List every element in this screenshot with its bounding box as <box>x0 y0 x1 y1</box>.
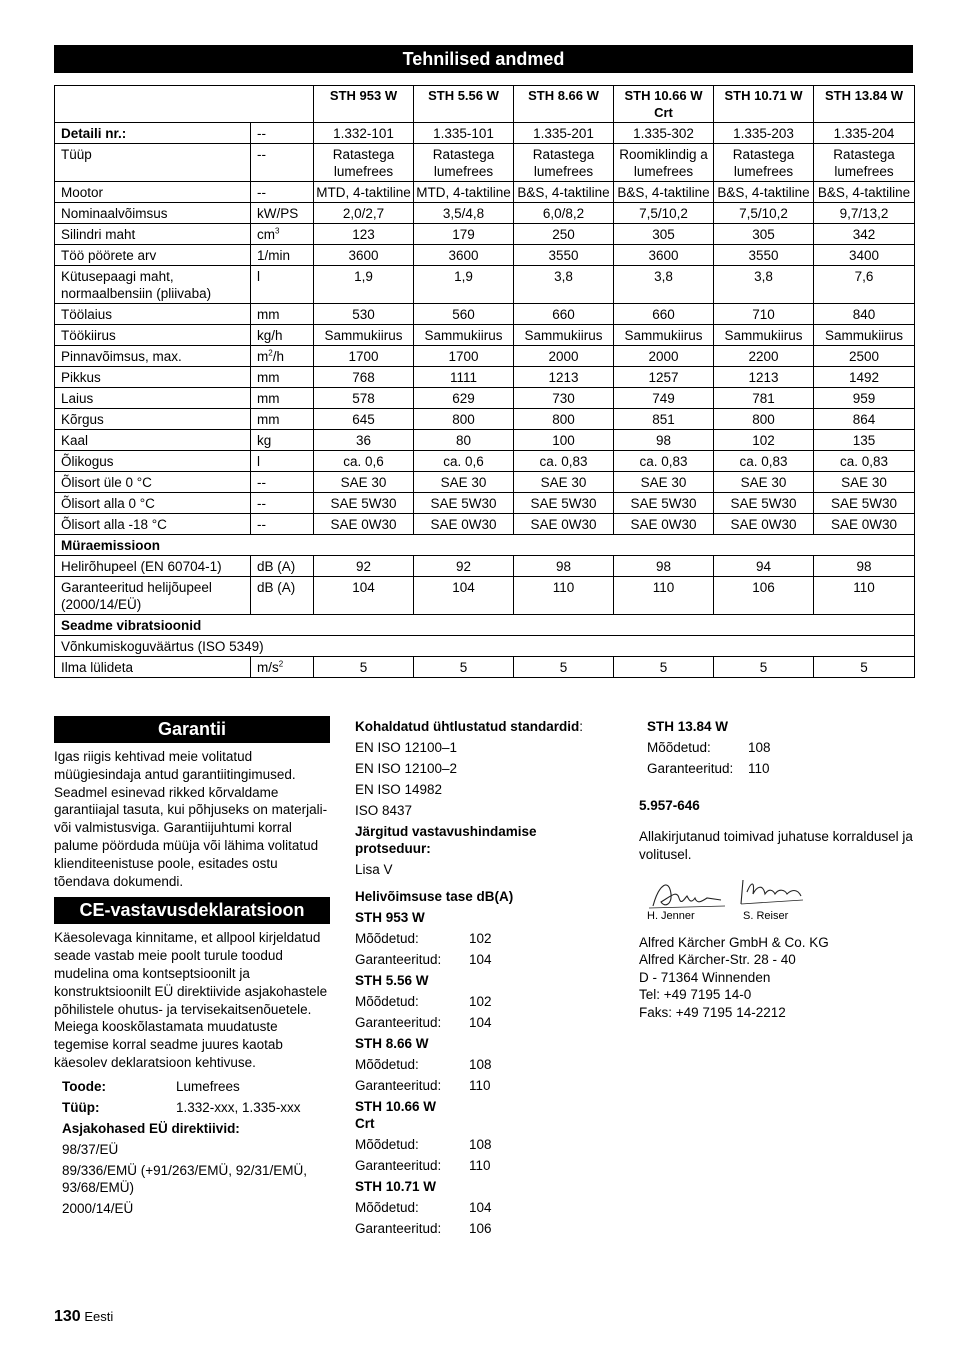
noise-measured-row <box>355 928 615 949</box>
cell-value: SAE 0W30 <box>514 514 614 535</box>
cell-value: 1.332-101 <box>314 123 414 144</box>
cell-value: 660 <box>614 304 714 325</box>
row-label: Õlisort alla 0 °C <box>55 493 251 514</box>
cell-value: 749 <box>614 388 714 409</box>
noise-guaranteed-label: Garanteeritud: <box>355 1078 442 1093</box>
cell-value: 5 <box>714 657 814 678</box>
cell-value: 5 <box>414 657 514 678</box>
noise-measured-row <box>355 1054 615 1075</box>
table-row <box>55 451 915 472</box>
cell-value: 800 <box>414 409 514 430</box>
cell-value: 959 <box>814 388 915 409</box>
noise-guaranteed-value: 110 <box>748 761 770 776</box>
model-header: STH 5.56 W <box>414 86 514 123</box>
row-label: Tüüp <box>55 144 251 182</box>
cell-value: Ratastega lumefrees <box>514 144 614 182</box>
cell-value: SAE 5W30 <box>814 493 915 514</box>
cell-value: 3,5/4,8 <box>414 203 514 224</box>
cell-value: 1.335-101 <box>414 123 514 144</box>
cell-value: 1700 <box>414 346 514 367</box>
cell-value: 7,6 <box>814 266 915 304</box>
noise-model-name: STH 10.71 W <box>355 1179 437 1194</box>
signature-block <box>639 876 919 926</box>
cell-value: 3550 <box>714 245 814 266</box>
noise-guaranteed-row <box>355 1218 615 1239</box>
noise-guaranteed-label: Garanteeritud: <box>355 1221 442 1236</box>
cell-value: 3,8 <box>714 266 814 304</box>
row-label: Laius <box>55 388 251 409</box>
table-row <box>55 123 915 144</box>
row-unit: kg/h <box>251 325 314 346</box>
noise-measured-label: Mõõdetud: <box>355 1200 419 1215</box>
cell-value: 92 <box>414 556 514 577</box>
cell-value: Ratastega lumefrees <box>714 144 814 182</box>
cell-value: Sammukiirus <box>414 325 514 346</box>
model-header: STH 953 W <box>314 86 414 123</box>
cell-value: 645 <box>314 409 414 430</box>
cell-value: 1492 <box>814 367 915 388</box>
noise-measured-row <box>355 1197 615 1218</box>
table-row <box>55 514 915 535</box>
cell-value: 5 <box>614 657 714 678</box>
footer-language: Eesti <box>84 1309 114 1324</box>
standard-item: EN ISO 12100–1 <box>355 740 458 755</box>
cell-value: ca. 0,6 <box>314 451 414 472</box>
model-header: STH 8.66 W <box>514 86 614 123</box>
cell-value: 1.335-201 <box>514 123 614 144</box>
table-row <box>55 245 915 266</box>
cell-value: Sammukiirus <box>814 325 915 346</box>
cell-value: 7,5/10,2 <box>614 203 714 224</box>
noise-measured-row <box>355 1134 615 1155</box>
procedure-label: Järgitud vastavushindamise protseduur: <box>355 824 537 856</box>
signatories-text: Allakirjutanud toimivad juhatuse korraldusel ja volitusel. <box>639 829 913 862</box>
table-row <box>55 535 915 556</box>
row-unit: mm <box>251 367 314 388</box>
row-unit: -- <box>251 514 314 535</box>
row-label: Detaili nr.: <box>55 123 251 144</box>
cell-value: SAE 0W30 <box>414 514 514 535</box>
noise-guaranteed-row <box>639 758 919 779</box>
cell-value: 3550 <box>514 245 614 266</box>
cell-value: 851 <box>614 409 714 430</box>
cell-value: B&S, 4-taktiline <box>514 182 614 203</box>
cell-value: SAE 30 <box>514 472 614 493</box>
noise-measured-label: Mõõdetud: <box>355 1137 419 1152</box>
cell-value: SAE 5W30 <box>414 493 514 514</box>
row-unit: 1/min <box>251 245 314 266</box>
row-unit: -- <box>251 472 314 493</box>
cell-value: 781 <box>714 388 814 409</box>
cell-value: MTD, 4-taktiline <box>314 182 414 203</box>
noise-guaranteed-row <box>355 1075 615 1096</box>
cell-value: SAE 30 <box>614 472 714 493</box>
cell-value: SAE 30 <box>814 472 915 493</box>
noise-measured-value: 108 <box>469 1057 492 1072</box>
row-label: Helirõhupeel (EN 60704-1) <box>55 556 251 577</box>
row-unit: -- <box>251 123 314 144</box>
cell-value: 98 <box>614 430 714 451</box>
noise-measured-row <box>355 991 615 1012</box>
cell-value: 98 <box>614 556 714 577</box>
cell-value: SAE 5W30 <box>314 493 414 514</box>
cell-value: 110 <box>514 577 614 615</box>
cell-value: ca. 0,83 <box>614 451 714 472</box>
noise-guaranteed-row <box>355 1155 615 1176</box>
noise-guaranteed-label: Garanteeritud: <box>355 1015 442 1030</box>
table-row <box>55 304 915 325</box>
cell-value: Roomiklindig a lumefrees <box>614 144 714 182</box>
cell-value: 1,9 <box>414 266 514 304</box>
cell-value: 305 <box>614 224 714 245</box>
noise-guaranteed-value: 104 <box>469 1015 492 1030</box>
noise-model-name: STH 10.66 W Crt <box>355 1099 437 1131</box>
cell-value: 660 <box>514 304 614 325</box>
row-unit: dB (A) <box>251 577 314 615</box>
cell-value: 98 <box>514 556 614 577</box>
cell-value: 840 <box>814 304 915 325</box>
row-unit: mm <box>251 388 314 409</box>
cell-value: 3,8 <box>514 266 614 304</box>
cell-value: Ratastega lumefrees <box>414 144 514 182</box>
address-line: Alfred Kärcher GmbH & Co. KG <box>639 934 829 950</box>
noise-measured-label: Mõõdetud: <box>355 994 419 1009</box>
cell-value: SAE 5W30 <box>514 493 614 514</box>
cell-value: ca. 0,83 <box>814 451 915 472</box>
garantii-text: Igas riigis kehtivad meie volitatud müügiesindaja antud garantiitingimused. Seadmel esinevad rikked kõrvaldame garantiiajal tasuta, kui põhjuseks on materjali- või valmistusviga. Garantiijuhtumi korral palume pöörduda müüja või lähima volitatud klienditeenistuse poole, esitades ostu tõendava dokumendi. <box>54 749 328 889</box>
cell-value: 6,0/8,2 <box>514 203 614 224</box>
table-row <box>55 556 915 577</box>
row-label: Õlisort üle 0 °C <box>55 472 251 493</box>
noise-guaranteed-value: 110 <box>469 1158 491 1173</box>
cell-value: 1213 <box>714 367 814 388</box>
cell-value: 104 <box>414 577 514 615</box>
cell-value: B&S, 4-taktiline <box>614 182 714 203</box>
cell-value: 864 <box>814 409 915 430</box>
noise-measured-label: Mõõdetud: <box>355 1057 419 1072</box>
row-label: Töö pöörete arv <box>55 245 251 266</box>
directive-item: 89/336/EMÜ (+91/263/EMÜ, 92/31/EMÜ, 93/68/EMÜ) <box>62 1162 307 1195</box>
cell-value: 179 <box>414 224 514 245</box>
noise-measured-label: Mõõdetud: <box>355 931 419 946</box>
noise-level-list-right <box>639 716 919 779</box>
row-unit: -- <box>251 493 314 514</box>
table-row <box>55 325 915 346</box>
cell-value: 5 <box>514 657 614 678</box>
cell-value: 342 <box>814 224 915 245</box>
cell-value: 94 <box>714 556 814 577</box>
cell-value: 2,0/2,7 <box>314 203 414 224</box>
cell-value: Ratastega lumefrees <box>814 144 915 182</box>
cell-value: 768 <box>314 367 414 388</box>
noise-measured-value: 102 <box>469 994 492 1009</box>
row-unit: $m^2/h$ <box>251 346 314 367</box>
model-header: STH 13.84 W <box>814 86 915 123</box>
cell-value: 102 <box>714 430 814 451</box>
row-unit: kW/PS <box>251 203 314 224</box>
cell-value: 1700 <box>314 346 414 367</box>
standard-item: ISO 8437 <box>355 803 413 818</box>
cell-value: 110 <box>814 577 915 615</box>
cell-value: 629 <box>414 388 514 409</box>
noise-measured-label: Mõõdetud: <box>647 740 711 755</box>
cell-value: ca. 0,83 <box>714 451 814 472</box>
procedure-value: Lisa V <box>355 862 393 877</box>
row-label: Nominaalvõimsus <box>55 203 251 224</box>
cell-value: Ratastega lumefrees <box>314 144 414 182</box>
cell-value: 3400 <box>814 245 915 266</box>
standards-label: Kohaldatud ühtlustatud standardid <box>355 719 580 734</box>
cell-value: 710 <box>714 304 814 325</box>
noise-measured-value: 108 <box>748 740 771 755</box>
row-unit: l <box>251 266 314 304</box>
cell-value: 3,8 <box>614 266 714 304</box>
cell-value: 36 <box>314 430 414 451</box>
noise-guaranteed-value: 106 <box>469 1221 492 1236</box>
cell-value: SAE 5W30 <box>614 493 714 514</box>
row-label: Garanteeritud helijõupeel (2000/14/EÜ) <box>55 577 251 615</box>
address-line: Faks: +49 7195 14-2212 <box>639 1004 786 1020</box>
noise-guaranteed-row <box>355 1012 615 1033</box>
cell-value: 123 <box>314 224 414 245</box>
cell-value: SAE 0W30 <box>614 514 714 535</box>
directive-item: 98/37/EÜ <box>62 1141 119 1157</box>
cell-value: 250 <box>514 224 614 245</box>
standards-colon: : <box>579 719 584 734</box>
cell-value: 560 <box>414 304 514 325</box>
cell-value: 92 <box>314 556 414 577</box>
address-line: D - 71364 Winnenden <box>639 969 771 985</box>
cell-value: 2000 <box>514 346 614 367</box>
cell-value: SAE 0W30 <box>314 514 414 535</box>
cell-value: 1257 <box>614 367 714 388</box>
cell-value: 1.335-204 <box>814 123 915 144</box>
row-label: Töökiirus <box>55 325 251 346</box>
cell-value: 305 <box>714 224 814 245</box>
model-header: STH 10.66 W Crt <box>614 86 714 123</box>
cell-value: 530 <box>314 304 414 325</box>
row-unit: mm <box>251 304 314 325</box>
cell-value: Sammukiirus <box>314 325 414 346</box>
cell-value: SAE 30 <box>314 472 414 493</box>
product-label: Toode: <box>62 1078 106 1094</box>
spec-header-blank <box>55 86 314 123</box>
address-line: Alfred Kärcher-Str. 28 - 40 <box>639 952 796 968</box>
cell-value: 800 <box>714 409 814 430</box>
cell-value: SAE 30 <box>414 472 514 493</box>
row-unit: kg <box>251 430 314 451</box>
type-row <box>62 1097 330 1118</box>
cell-value: ca. 0,6 <box>414 451 514 472</box>
row-unit: mm <box>251 409 314 430</box>
row-label: Õlisort alla -18 °C <box>55 514 251 535</box>
noise-level-list <box>355 907 615 1239</box>
standard-item: EN ISO 12100–2 <box>355 761 458 776</box>
row-unit: dB (A) <box>251 556 314 577</box>
cell-value: 135 <box>814 430 915 451</box>
standard-item: EN ISO 14982 <box>355 782 443 797</box>
directives-label: Asjakohased EÜ direktiivid: <box>62 1120 240 1136</box>
spec-table <box>54 85 915 678</box>
row-unit: -- <box>251 182 314 203</box>
noise-guaranteed-value: 104 <box>469 952 492 967</box>
standards-heading <box>355 716 615 737</box>
table-row <box>55 182 915 203</box>
cell-value: SAE 0W30 <box>714 514 814 535</box>
row-unit: -- <box>251 144 314 182</box>
row-label: Mootor <box>55 182 251 203</box>
cell-value: 2000 <box>614 346 714 367</box>
ce-text: Käesolevaga kinnitame, et allpool kirjeldatud seade vastab meie poolt turule toodud mudelina oma kontseptsioonilt ja konstruktsioonilt EÜ direktiivide asjakohastele põhilistele ohutus- ja tervisekaitsenõuetele. Meiega kooskõlastamata muudatuste tegemise korral seadme juures kaotab käesolev deklaratsioon kehtivuse. <box>54 930 328 1070</box>
row-label: Pinnavõimsus, max. <box>55 346 251 367</box>
table-row <box>55 409 915 430</box>
cell-value: Sammukiirus <box>714 325 814 346</box>
directive-item: 2000/14/EÜ <box>62 1200 134 1216</box>
cell-value: 730 <box>514 388 614 409</box>
noise-model-name: STH 5.56 W <box>355 973 429 988</box>
cell-value: 2500 <box>814 346 915 367</box>
cell-value: 98 <box>814 556 915 577</box>
row-label: Ilma lülideta <box>55 657 251 678</box>
table-row <box>55 430 915 451</box>
noise-model-name: STH 13.84 W <box>647 719 729 734</box>
cell-value: 1,9 <box>314 266 414 304</box>
noise-measured-row <box>639 737 919 758</box>
full-row-label: Võnkumiskoguväärtus (ISO 5349) <box>55 636 915 657</box>
row-label: Kütusepaagi maht, normaalbensiin (pliivaba) <box>55 266 251 304</box>
noise-guaranteed-value: 110 <box>469 1078 491 1093</box>
cell-value: 800 <box>514 409 614 430</box>
cell-value: SAE 5W30 <box>714 493 814 514</box>
right-column <box>639 716 919 1021</box>
cell-value: 110 <box>614 577 714 615</box>
cell-value: 578 <box>314 388 414 409</box>
noise-model-name: STH 953 W <box>355 910 425 925</box>
row-unit: $m/s^2$ <box>251 657 314 678</box>
row-label: Töölaius <box>55 304 251 325</box>
noise-measured-value: 104 <box>469 1200 492 1215</box>
noise-guaranteed-label: Garanteeritud: <box>355 1158 442 1173</box>
section-row-label: Seadme vibratsioonid <box>55 615 915 636</box>
row-label: Silindri maht <box>55 224 251 245</box>
cell-value: 5 <box>814 657 915 678</box>
row-label: Kõrgus <box>55 409 251 430</box>
table-row <box>55 266 915 304</box>
table-row <box>55 346 915 367</box>
table-row <box>55 636 915 657</box>
cell-value: 3600 <box>414 245 514 266</box>
cell-value: 100 <box>514 430 614 451</box>
row-label: Kaal <box>55 430 251 451</box>
cell-value: SAE 30 <box>714 472 814 493</box>
table-row <box>55 657 915 678</box>
noise-measured-value: 108 <box>469 1137 492 1152</box>
signature-name-right: S. Reiser <box>743 909 789 922</box>
cell-value: 1213 <box>514 367 614 388</box>
cell-value: 104 <box>314 577 414 615</box>
cell-value: B&S, 4-taktiline <box>714 182 814 203</box>
row-unit: l <box>251 451 314 472</box>
row-label: Õlikogus <box>55 451 251 472</box>
table-row <box>55 203 915 224</box>
noise-guaranteed-row <box>355 949 615 970</box>
table-row <box>55 493 915 514</box>
cell-value: 3600 <box>314 245 414 266</box>
signature-name-left: H. Jenner <box>647 909 695 922</box>
page-footer <box>54 1308 113 1326</box>
doc-number: 5.957-646 <box>639 798 700 813</box>
cell-value: B&S, 4-taktiline <box>814 182 915 203</box>
row-label: Pikkus <box>55 367 251 388</box>
cell-value: 5 <box>314 657 414 678</box>
noise-level-heading: Helivõimsuse tase dB(A) <box>355 889 514 904</box>
page-title: Tehnilised andmed <box>54 45 913 73</box>
type-label: Tüüp: <box>62 1099 100 1115</box>
cell-value: 7,5/10,2 <box>714 203 814 224</box>
address-line: Tel: +49 7195 14-0 <box>639 987 752 1003</box>
noise-guaranteed-label: Garanteeritud: <box>355 952 442 967</box>
cell-value: 1.335-302 <box>614 123 714 144</box>
cell-value: SAE 0W30 <box>814 514 915 535</box>
cell-value: MTD, 4-taktiline <box>414 182 514 203</box>
cell-value: 9,7/13,2 <box>814 203 915 224</box>
table-row <box>55 615 915 636</box>
middle-column <box>355 716 615 1239</box>
page-number: 130 <box>54 1308 81 1325</box>
spec-header-row <box>55 86 915 123</box>
table-row <box>55 577 915 615</box>
table-row <box>55 388 915 409</box>
ce-heading: CE-vastavusdeklaratsioon <box>54 897 330 924</box>
cell-value: 106 <box>714 577 814 615</box>
noise-guaranteed-label: Garanteeritud: <box>647 761 734 776</box>
model-header: STH 10.71 W <box>714 86 814 123</box>
cell-value: 80 <box>414 430 514 451</box>
cell-value: 1111 <box>414 367 514 388</box>
type-value: 1.332-xxx, 1.335-xxx <box>176 1099 301 1115</box>
product-value: Lumefrees <box>176 1078 240 1094</box>
product-row <box>62 1076 330 1097</box>
row-unit: $cm^3$ <box>251 224 314 245</box>
section-row-label: Müraemissioon <box>55 535 915 556</box>
garantii-heading: Garantii <box>54 716 330 743</box>
left-column <box>54 716 330 1219</box>
table-row <box>55 472 915 493</box>
noise-measured-value: 102 <box>469 931 492 946</box>
address-block <box>639 934 919 1022</box>
cell-value: 3600 <box>614 245 714 266</box>
table-row <box>55 367 915 388</box>
cell-value: 1.335-203 <box>714 123 814 144</box>
table-row <box>55 144 915 182</box>
cell-value: Sammukiirus <box>614 325 714 346</box>
cell-value: 2200 <box>714 346 814 367</box>
noise-model-name: STH 8.66 W <box>355 1036 429 1051</box>
cell-value: ca. 0,83 <box>514 451 614 472</box>
cell-value: Sammukiirus <box>514 325 614 346</box>
table-row <box>55 224 915 245</box>
